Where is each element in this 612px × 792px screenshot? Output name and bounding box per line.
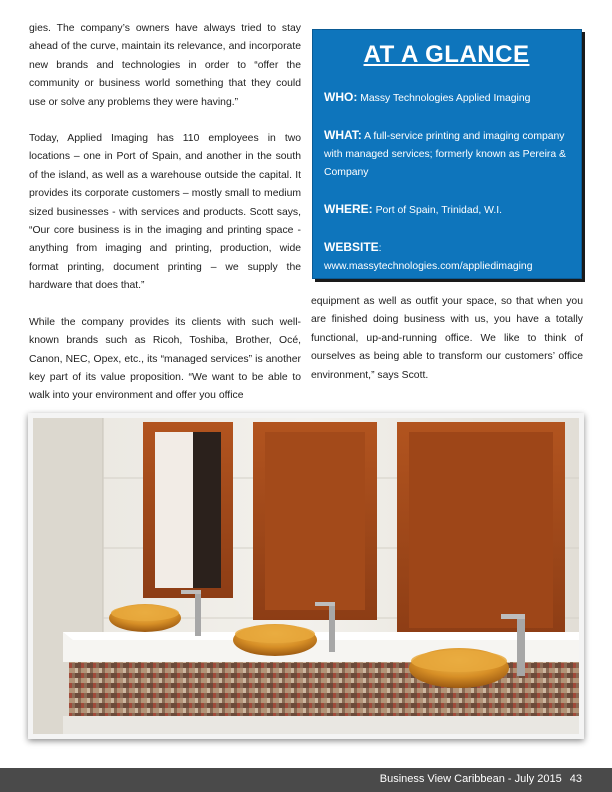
at-a-glance-box	[312, 29, 582, 279]
right-column	[311, 293, 583, 385]
bathroom-vanity-image	[33, 418, 579, 734]
glance-what	[324, 126, 569, 182]
where-label: WHERE:	[324, 202, 373, 216]
paragraph: gies. The company’s owners have always tried to stay ahead of the curve, maintain its relevance, and incorporate new brands and technologies in order to “offer the community or business world something that they could use or solve any problems they were having.”	[29, 23, 301, 108]
left-column	[29, 20, 301, 424]
paragraph: While the company provides its clients with such well-known brands such as Ricoh, Toshiba, Brother, Océ, Canon, NEC, Opex, etc., its “managed services” is another key part of its value proposition. “We want to be able to walk into your environment and offer you office	[29, 316, 301, 402]
page-footer	[0, 768, 612, 792]
publication-name: Business View Caribbean - July 2015	[379, 773, 562, 785]
page-number: 43	[569, 773, 582, 785]
glance-where	[324, 200, 569, 220]
website-link[interactable]: : www.massytechnologies.com/appliedimaging	[324, 243, 533, 272]
what-value: A full-service printing and imaging company with managed services; formerly known as Pereira & Company	[324, 131, 566, 178]
glance-website	[324, 238, 569, 276]
who-label: WHO:	[324, 90, 358, 104]
paragraph: Today, Applied Imaging has 110 employees in two locations – one in Port of Spain, and another in the south of the island, as well as a warehouse outside the capital. It provides its corporate customers – mostly small to medium sized businesses - with services and products. Scott says, “Our core business is in the imaging and printing space - anything from imaging and printing, production, wide format printing, document printing – we supply the hardware that does that.”	[29, 133, 301, 292]
what-label: WHAT:	[324, 128, 362, 142]
website-label: WEBSITE	[324, 240, 379, 254]
bathroom-photo	[28, 413, 584, 739]
where-value: Port of Spain, Trinidad, W.I.	[375, 205, 503, 216]
who-value: Massy Technologies Applied Imaging	[360, 93, 531, 104]
glance-who	[324, 88, 569, 108]
footer-text	[380, 773, 582, 785]
paragraph: equipment as well as outfit your space, so that when you are finished doing business with us, you have a totally functional, up-and-running office. We like to think of ourselves as being able to transform our customers’ office environment,” says Scott.	[311, 296, 583, 381]
glance-title: AT A GLANCE	[363, 41, 530, 68]
